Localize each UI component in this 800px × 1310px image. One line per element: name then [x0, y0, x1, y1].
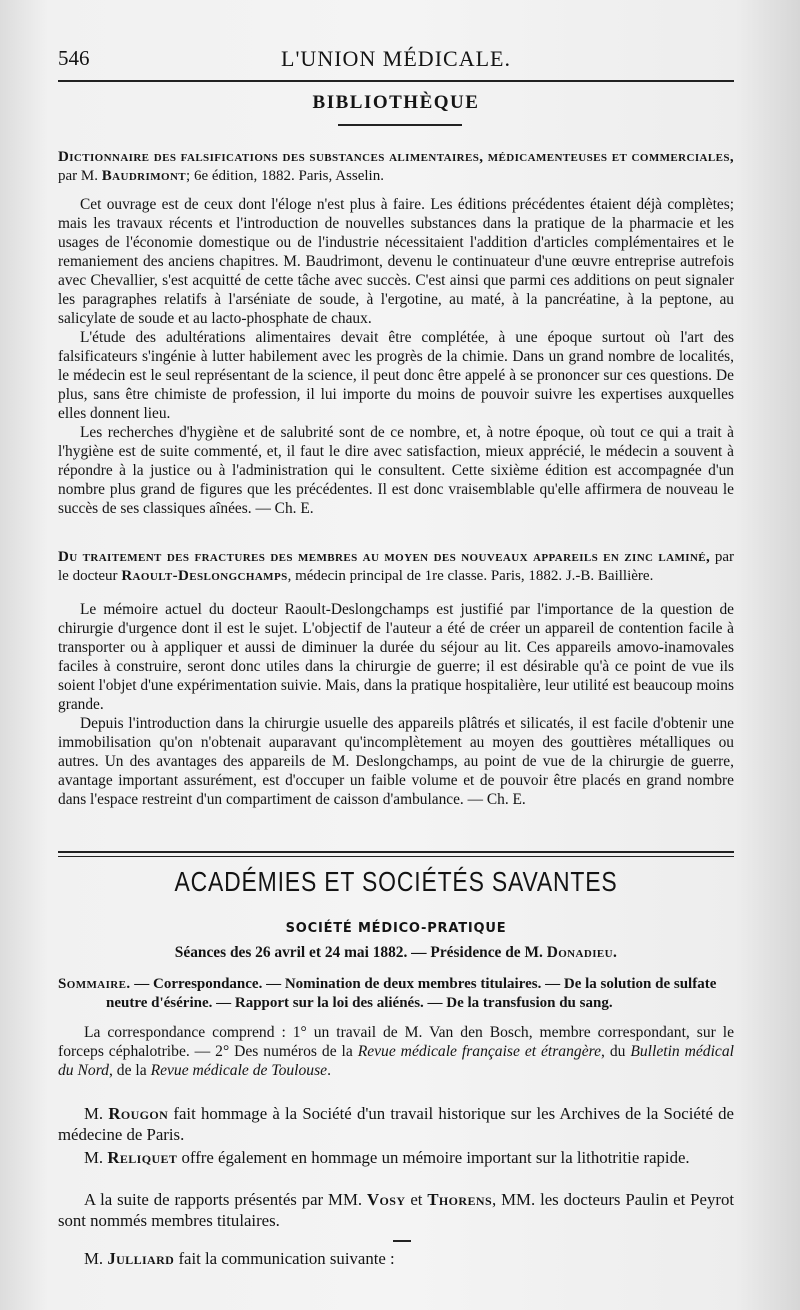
minutes-text: M. [84, 1104, 109, 1123]
review-1-title: Dictionnaire des falsifications des substances alimentaires, médicamenteuses et commerciales, [58, 149, 734, 165]
review-1 [58, 148, 734, 518]
review-1-publication: ; 6e édition, 1882. Paris, Asselin. [186, 168, 384, 184]
journal-ref: Revue médicale française et étrangère [357, 1043, 602, 1060]
title-underline [338, 124, 462, 126]
header-rule [58, 80, 734, 82]
review-2-author: Raoult-Deslongchamps [121, 568, 288, 584]
review-2-heading [58, 548, 734, 586]
minutes-text: fait hommage à la Société d'un travail historique sur les Archives de la Société de médecine de Paris. [58, 1104, 734, 1144]
reliquet-paragraph [58, 1147, 734, 1168]
nomination-paragraph [58, 1189, 734, 1231]
sommaire-line: — Correspondance. — Nomination de deux membres titulaires. — De la solution de sulfate [130, 976, 717, 992]
section-title-bibliotheque: BIBLIOTHÈQUE [312, 92, 480, 113]
review-1-paragraph: Cet ouvrage est de ceux dont l'éloge n'est plus à faire. Les éditions précédentes étaient déjà complètes; mais les travaux récents et l'introduction de nouvelles substances dans la pratique de la pharmacie et les usages de l'économie domestique ou de l'industrie nécessitaient l'addition d'articles complémentaires et le remaniement des anciens chapitres. M. Baudrimont, devenu le continuateur d'une œuvre entreprise autrefois avec Chevallier, s'est acquitté de cette tâche avec succès. C'est ainsi que parmi ces additions on peut signaler les paragraphes relatifs à l'arséniate de soude, à l'ergotine, au maté, à la pancréatine, à la peptone, au salicylate de soude et au lacto-phosphate de chaux. [58, 196, 734, 327]
journal-ref: Bulletin médical du Nord [58, 1043, 734, 1079]
review-1-paragraph: Les recherches d'hygiène et de salubrité sont de ce nombre, et, à notre époque, où tout ce qui a trait à l'hygiène est de suite commenté, et, il faut le dire avec satisfaction, mieux apprécié, le médecin a souvent à répondre à la justice ou à l'administration qui le consultent. Cette sixième édition est accompagnée d'un nombre plus grand de figures que les précédentes. Il est donc vraisemblable qu'elle affirmera de nouveau le succès de ses classiques aînées. — Ch. E. [58, 424, 734, 517]
correspondence-text: La correspondance comprend : 1° un travail de M. Van den Bosch, membre correspondant, sur le forceps céphalotribe. — 2° Des numéros de la [58, 1024, 734, 1060]
member-name: Vosy [367, 1190, 406, 1209]
separator-dash [393, 1240, 411, 1242]
society-name: SOCIÉTÉ MÉDICO-PRATIQUE [285, 921, 507, 936]
review-1-by: par M. [58, 168, 98, 184]
review-2-by: par le docteur [58, 549, 734, 584]
section-double-rule-bottom [58, 856, 734, 857]
page-header [58, 46, 734, 76]
meeting-dates [58, 944, 734, 962]
president-name: Donadieu. [546, 944, 618, 961]
review-1-author: Baudrimont [101, 168, 187, 184]
minutes-text: M. [84, 1249, 108, 1268]
member-name: Thorens [427, 1190, 493, 1209]
minutes-text: , MM. les docteurs Paulin et Peyrot sont nommés membres titulaires. [58, 1190, 734, 1230]
member-name: Julliard [107, 1249, 175, 1268]
minutes-text: fait la communication suivante : [174, 1249, 395, 1268]
minutes-text: et [405, 1190, 428, 1209]
minutes-text: M. [84, 1148, 108, 1167]
section-title-academies: ACADÉMIES ET SOCIÉTÉS SAVANTES [174, 866, 618, 897]
meeting-text: Séances des 26 avril et 24 mai 1882. — Présidence de M. [174, 944, 543, 961]
sommaire-line: neutre d'ésérine. — Rapport sur la loi des aliénés. — De la transfusion du sang. [106, 995, 613, 1011]
page-number: 546 [58, 46, 90, 70]
correspondence-paragraph [58, 1023, 734, 1080]
correspondence-text: . [327, 1062, 332, 1079]
review-2 [58, 548, 734, 809]
review-2-title: Du traitement des fractures des membres au moyen des nouveaux appareils en zinc laminé, [58, 549, 711, 565]
review-2-paragraph: Le mémoire actuel du docteur Raoult-Deslongchamps est justifié par l'importance de la question de chirurgie d'urgence dont il est le sujet. L'objectif de l'auteur a été de créer un appareil de contention facile à transporter ou à appliquer et aussi de diminuer la durée du séjour au lit. Ces appareils amovo-inamovales faciles à construire, seront donc utiles dans la chirurgie de guerre; il est désirable qu'à ce point de vue ils soient l'objet d'une expérimentation suivie. Mais, dans la pratique hospitalière, leur utilité est beaucoup moins grande. [58, 601, 734, 713]
review-1-paragraph: L'étude des adultérations alimentaires devait être complétée, à une époque surtout où l'art des falsificateurs s'ingénie à lutter habilement avec les progrès de la chimie. Dans un grand nombre de localités, le médecin est le seul représentant de la science, il peut donc être appelé à se prononcer sur ces questions. De plus, sans être chimiste de profession, il lui importe du moins de pouvoir suivre les expertises auxquelles elles donnent lieu. [58, 329, 734, 422]
section-double-rule-top [58, 851, 734, 853]
sommaire [58, 975, 734, 1013]
journal-ref: Revue médicale de Toulouse [150, 1062, 328, 1079]
rougon-paragraph [58, 1103, 734, 1145]
review-1-heading [58, 148, 734, 186]
review-2-paragraph: Depuis l'introduction dans la chirurgie usuelle des appareils plâtrés et silicatés, il est facile d'obtenir une immobilisation qu'on n'obtenait auparavant qu'incomplètement au moyen des gouttières métalliques ou autres. Un des avantages des appareils de M. Deslongchamps, au point de vue de la chirurgie de guerre, avantage important assurément, est d'occuper un faible volume et de pouvoir être placés en grand nombre dans l'espace restreint d'un compartiment de caisson d'ambulance. — Ch. E. [58, 715, 734, 808]
correspondence-text: , du [601, 1043, 631, 1060]
correspondence-text: , de la [108, 1062, 151, 1079]
minutes-text: offre également en hommage un mémoire important sur la lithotritie rapide. [177, 1148, 690, 1167]
review-2-publication: , médecin principal de 1re classe. Paris, 1882. J.-B. Baillière. [287, 568, 654, 584]
member-name: Reliquet [107, 1148, 178, 1167]
journal-title: L'UNION MÉDICALE. [281, 46, 511, 71]
julliard-paragraph [58, 1248, 734, 1269]
minutes-text: A la suite de rapports présentés par MM. [84, 1190, 367, 1209]
sommaire-label: Sommaire. [58, 976, 131, 992]
member-name: Rougon [108, 1104, 169, 1123]
